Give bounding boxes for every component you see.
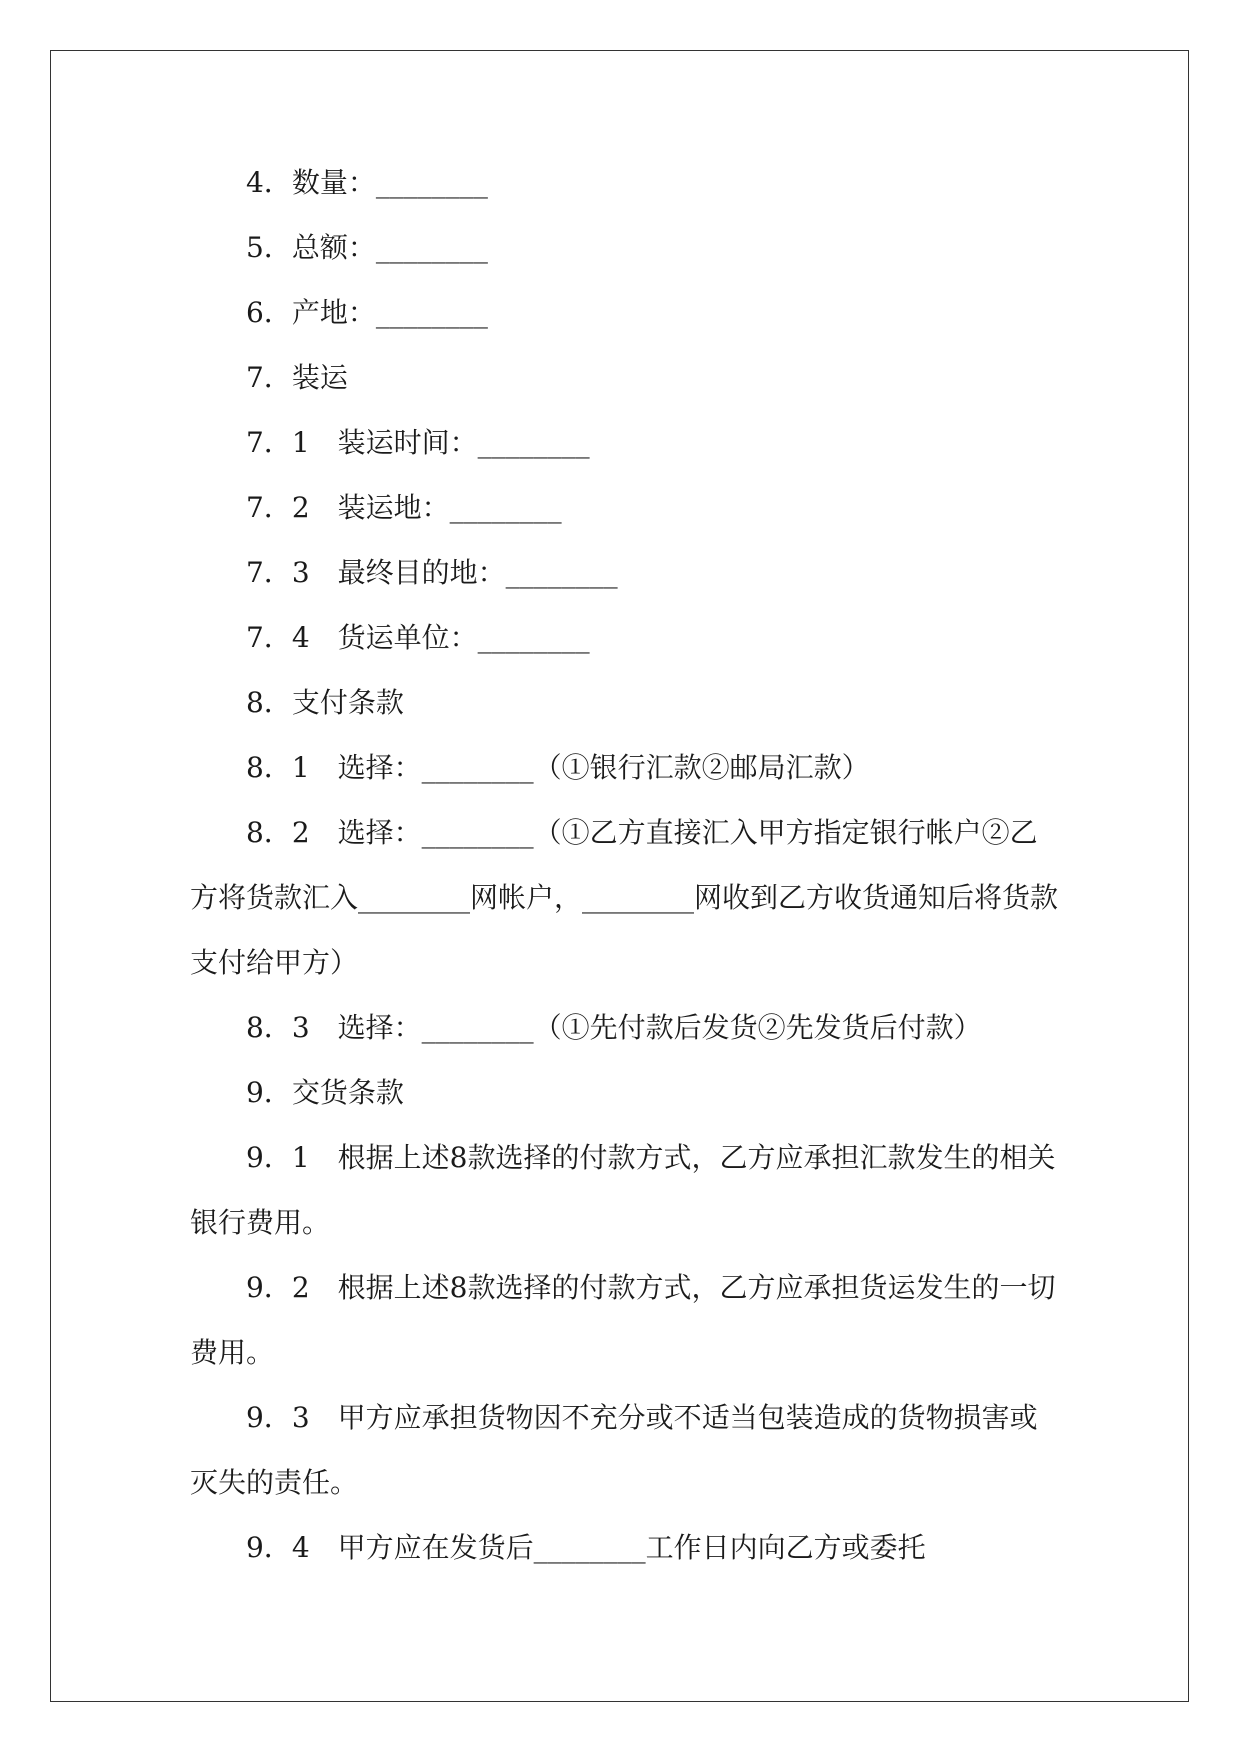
clause-5-total: 5．总额：________: [246, 231, 488, 264]
clause-9-4: 9．4 甲方应在发货后________工作日内向乙方或委托: [246, 1531, 926, 1564]
clause-8-2-choice: 8．2 选择：________（①乙方直接汇入甲方指定银行帐户②乙方将货款汇入________网帐户，________网收到乙方收货通知后将货款支付给甲方）: [190, 816, 1059, 979]
clause-6-origin: 6．产地：________: [246, 296, 488, 329]
clause-4-quantity: 4．数量：________: [246, 166, 488, 199]
clause-7-3-destination: 7．3 最终目的地：________: [246, 556, 618, 589]
clause-7-1-shipment-time: 7．1 装运时间：________: [246, 426, 590, 459]
clause-9-delivery-terms: 9．交货条款: [246, 1076, 404, 1109]
clause-8-1-choice: 8．1 选择：________（①银行汇款②邮局汇款）: [246, 751, 870, 784]
document-body: [190, 150, 1060, 1580]
clause-7-shipment: 7．装运: [246, 361, 348, 394]
clause-9-2: 9．2 根据上述8款选择的付款方式，乙方应承担货运发生的一切费用。: [190, 1271, 1056, 1369]
clause-7-4-carrier: 7．4 货运单位：________: [246, 621, 590, 654]
clause-8-payment-terms: 8．支付条款: [246, 686, 404, 719]
clause-9-1: 9．1 根据上述8款选择的付款方式，乙方应承担汇款发生的相关银行费用。: [190, 1141, 1056, 1239]
clause-9-3: 9．3 甲方应承担货物因不充分或不适当包装造成的货物损害或灭失的责任。: [190, 1401, 1038, 1499]
clause-8-3-choice: 8．3 选择：________（①先付款后发货②先发货后付款）: [246, 1011, 982, 1044]
clause-7-2-shipment-place: 7．2 装运地：________: [246, 491, 562, 524]
